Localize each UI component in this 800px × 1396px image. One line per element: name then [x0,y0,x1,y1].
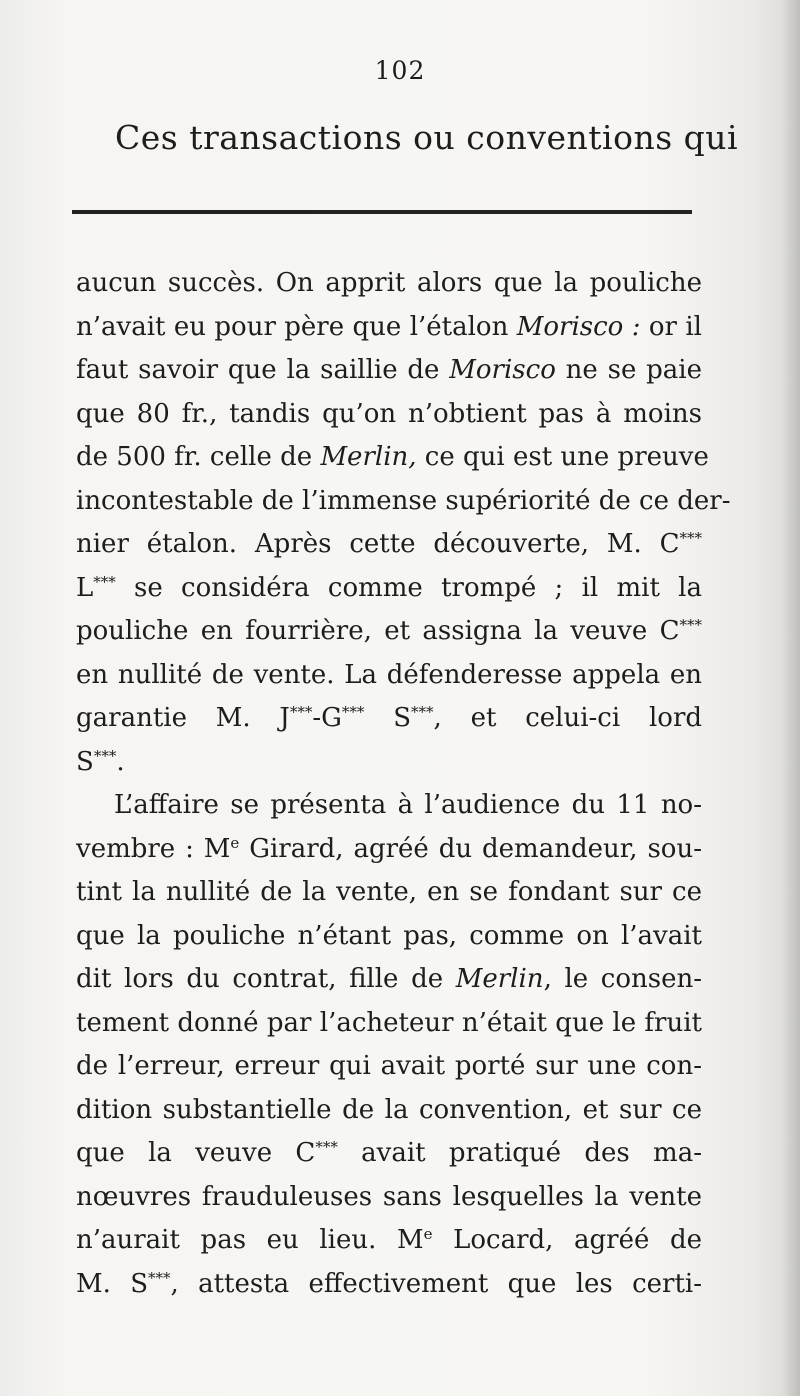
text-line: L*** se considéra comme trompé ; il mit la [76,572,702,603]
page-edge-shadow [782,0,800,1396]
text-line: que la veuve C*** avait pratiqué des ma- [76,1138,702,1168]
text-line: M. S***, attesta effectivement que les certi- [76,1268,703,1299]
header-rule [72,210,692,214]
text-line: aucun succès. On apprit alors que la pouliche [76,268,702,298]
text-line: de l’erreur, erreur qui avait porté sur une con- [76,1051,702,1081]
text-line: de 500 fr. celle de Merlin, ce qui est une preuve [76,442,709,472]
text-line: tint la nullité de la vente, en se fondant sur ce [76,877,702,907]
text-line: dition substantielle de la convention, et sur ce [76,1094,702,1125]
text-line: que la pouliche n’étant pas, comme on l’avait [76,920,702,951]
text-line: nœuvres frauduleuses sans lesquelles la vente [76,1181,702,1212]
text-line: nier étalon. Après cette découverte, M. C*** [76,529,702,559]
text-line: dit lors du contrat, fille de Merlin, le consen- [76,964,702,994]
page-number: 102 [374,56,426,85]
text-line: incontestable de l’immense supériorité de ce der- [76,485,731,516]
text-line: S***. [76,746,125,777]
text-line: en nullité de vente. La défenderesse appela en [76,659,702,690]
text-line: garantie M. J***-G*** S***, et celui-ci lord [76,703,703,733]
body-text [76,262,731,1306]
text-line: vembre : Me Girard, agréé du demandeur, sou- [76,833,702,864]
text-line: faut savoir que la saillie de Morisco ne se paie [76,355,702,385]
text-line: pouliche en fourrière, et assigna la veuve C*** [76,616,702,646]
text-line: n’avait eu pour père que l’étalon Morisco : or il [76,311,703,342]
running-head: Ces transactions ou conventions qui [115,118,739,157]
text-line: que 80 fr., tandis qu’on n’obtient pas à moins [76,398,702,429]
text-line: n’aurait pas eu lieu. Me Locard, agréé de [76,1225,702,1255]
text-line: tement donné par l’acheteur n’était que le fruit [76,1007,702,1038]
text-line: L’affaire se présenta à l’audience du 11 no- [114,790,702,820]
